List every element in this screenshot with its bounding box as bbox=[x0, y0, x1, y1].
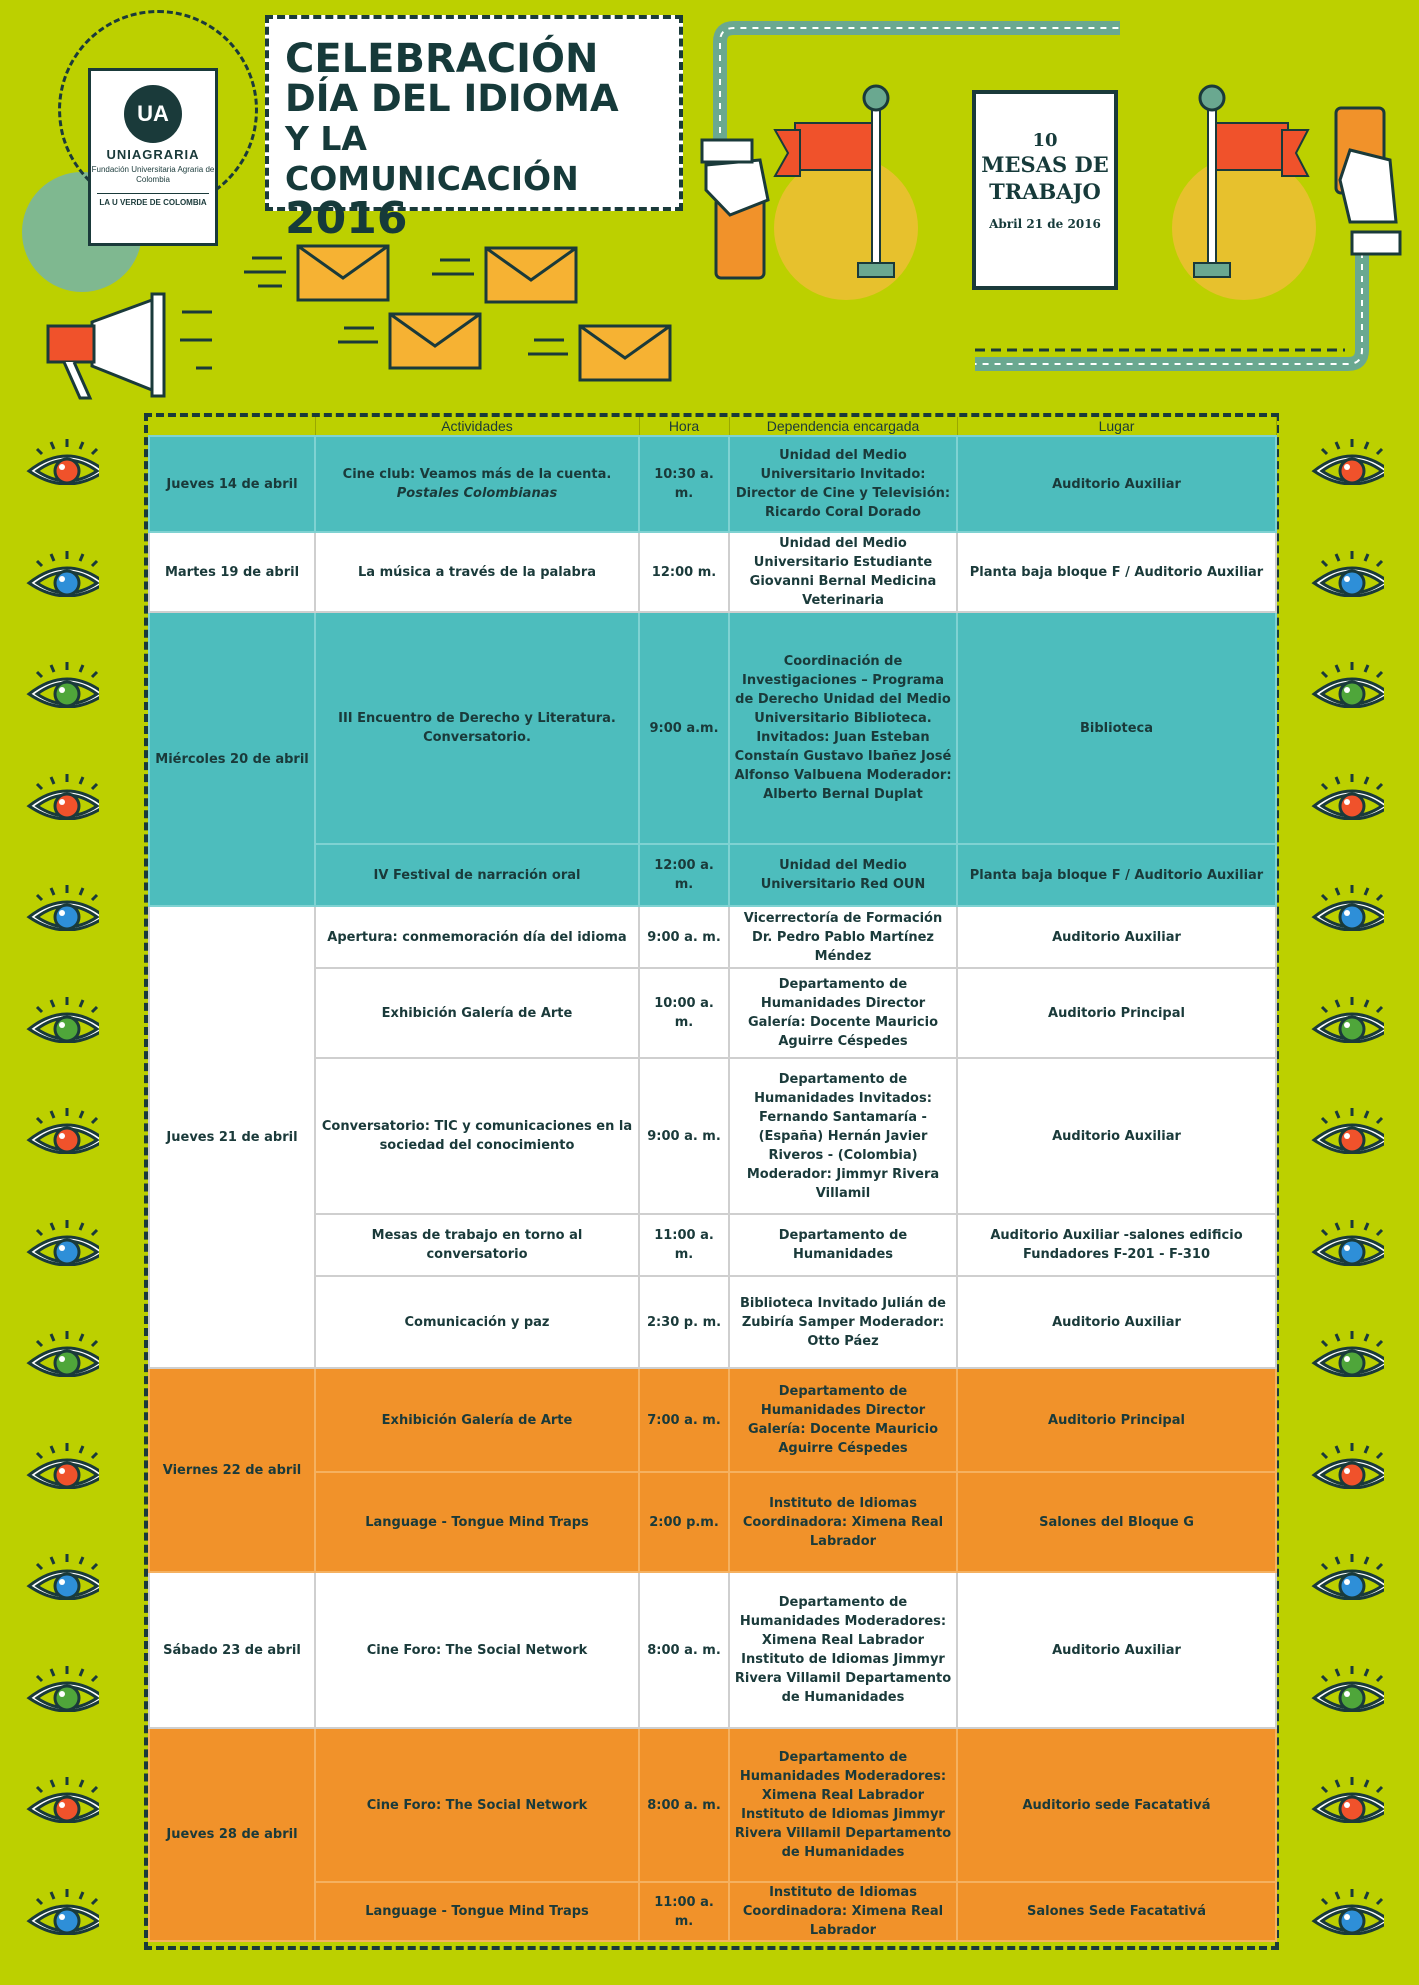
eye-icon bbox=[1310, 1552, 1384, 1600]
row-activity: Language - Tongue Mind Traps bbox=[315, 1882, 639, 1941]
eye-icon bbox=[1310, 549, 1384, 597]
row-activity: Cine Foro: The Social Network bbox=[315, 1572, 639, 1728]
logo-subtitle: Fundación Universitaria Agraria de Colombia bbox=[91, 165, 215, 184]
table-row bbox=[149, 1572, 1276, 1728]
eye-icon bbox=[1310, 1329, 1384, 1377]
row-department: Departamento de Humanidades Moderadores: Ximena Real Labrador Instituto de Idiomas Jimmyr Rivera Villamil Departamento de Humanidades bbox=[729, 1572, 957, 1728]
row-date: Miércoles 20 de abril bbox=[149, 612, 315, 906]
row-time: 12:00 m. bbox=[639, 532, 729, 612]
row-department: Unidad del Medio Universitario Estudiante Giovanni Bernal Medicina Veterinaria bbox=[729, 532, 957, 612]
header-date bbox=[149, 417, 315, 436]
eye-icon bbox=[25, 1106, 99, 1154]
row-place: Auditorio Auxiliar -salones edificio Fundadores F-201 - F-310 bbox=[957, 1214, 1276, 1276]
row-place: Auditorio Principal bbox=[957, 968, 1276, 1058]
eye-icon bbox=[25, 1552, 99, 1600]
table-row bbox=[149, 844, 1276, 906]
row-time: 2:30 p. m. bbox=[639, 1276, 729, 1368]
row-department: Departamento de Humanidades bbox=[729, 1214, 957, 1276]
row-department: Departamento de Humanidades Director Galería: Docente Mauricio Aguirre Céspedes bbox=[729, 968, 957, 1058]
table-row bbox=[149, 968, 1276, 1058]
row-department: Coordinación de Investigaciones – Programa de Derecho Unidad del Medio Universitario Biblioteca. Invitados: Juan Esteban Constaín Gustavo Ibañez José Alfonso Valbuena Moderador: Alberto Bernal Duplat bbox=[729, 612, 957, 844]
table-row bbox=[149, 532, 1276, 612]
table-row bbox=[149, 1472, 1276, 1572]
row-time: 9:00 a. m. bbox=[639, 906, 729, 968]
header-time: Hora bbox=[639, 417, 729, 436]
mesas-date: Abril 21 de 2016 bbox=[989, 217, 1101, 231]
row-place: Auditorio Principal bbox=[957, 1368, 1276, 1472]
row-department: Departamento de Humanidades Moderadores: Ximena Real Labrador Instituto de Idiomas Jimmyr Rivera Villamil Departamento de Humanidades bbox=[729, 1728, 957, 1882]
row-activity: Comunicación y paz bbox=[315, 1276, 639, 1368]
eye-icon bbox=[1310, 883, 1384, 931]
row-place: Planta baja bloque F / Auditorio Auxiliar bbox=[957, 532, 1276, 612]
row-department: Instituto de Idiomas Coordinadora: Ximena Real Labrador bbox=[729, 1882, 957, 1941]
table-row bbox=[149, 1368, 1276, 1472]
row-activity bbox=[315, 436, 639, 532]
row-activity: Conversatorio: TIC y comunicaciones en la sociedad del conocimiento bbox=[315, 1058, 639, 1214]
mesas-de-trabajo-card bbox=[972, 90, 1118, 290]
table-row bbox=[149, 1728, 1276, 1882]
row-activity: La música a través de la palabra bbox=[315, 532, 639, 612]
eye-icon bbox=[1310, 1218, 1384, 1266]
row-date: Martes 19 de abril bbox=[149, 532, 315, 612]
row-department: Unidad del Medio Universitario Red OUN bbox=[729, 844, 957, 906]
row-time: 10:00 a. m. bbox=[639, 968, 729, 1058]
row-time: 10:30 a. m. bbox=[639, 436, 729, 532]
uniagraria-logo bbox=[88, 68, 218, 246]
row-place: Salones del Bloque G bbox=[957, 1472, 1276, 1572]
activity-text: Cine club: Veamos más de la cuenta. bbox=[342, 467, 612, 482]
row-place: Auditorio Auxiliar bbox=[957, 1572, 1276, 1728]
row-date: Jueves 14 de abril bbox=[149, 436, 315, 532]
table-row bbox=[149, 906, 1276, 968]
row-time: 2:00 p.m. bbox=[639, 1472, 729, 1572]
eye-icon bbox=[25, 437, 99, 485]
row-activity: Apertura: conmemoración día del idioma bbox=[315, 906, 639, 968]
header-department: Dependencia encargada bbox=[729, 417, 957, 436]
row-date: Sábado 23 de abril bbox=[149, 1572, 315, 1728]
title-line-3: Y LA COMUNICACIÓN bbox=[285, 119, 579, 198]
eye-icon bbox=[1310, 995, 1384, 1043]
table-row bbox=[149, 436, 1276, 532]
eye-icon bbox=[25, 1664, 99, 1712]
title-line-4: 2016 bbox=[285, 193, 408, 244]
row-department: Biblioteca Invitado Julián de Zubiría Samper Moderador: Otto Páez bbox=[729, 1276, 957, 1368]
table-row bbox=[149, 1882, 1276, 1941]
row-activity: Mesas de trabajo en torno al conversatorio bbox=[315, 1214, 639, 1276]
row-place: Auditorio sede Facatativá bbox=[957, 1728, 1276, 1882]
row-time: 9:00 a. m. bbox=[639, 1058, 729, 1214]
mesas-number: 10 bbox=[1032, 130, 1058, 151]
row-place: Auditorio Auxiliar bbox=[957, 436, 1276, 532]
eye-icon bbox=[1310, 1106, 1384, 1154]
eye-icon bbox=[1310, 1775, 1384, 1823]
row-time: 7:00 a. m. bbox=[639, 1368, 729, 1472]
row-place: Salones Sede Facatativá bbox=[957, 1882, 1276, 1941]
row-activity: Exhibición Galería de Arte bbox=[315, 1368, 639, 1472]
row-place: Planta baja bloque F / Auditorio Auxiliar bbox=[957, 844, 1276, 906]
row-place: Biblioteca bbox=[957, 612, 1276, 844]
title-line-2: DÍA DEL IDIOMA bbox=[285, 77, 619, 120]
schedule-table bbox=[148, 417, 1277, 1942]
row-department: Vicerrectoría de Formación Dr. Pedro Pablo Martínez Méndez bbox=[729, 906, 957, 968]
eye-icon bbox=[1310, 1441, 1384, 1489]
mesas-text: MESAS DE TRABAJO bbox=[981, 152, 1109, 204]
row-activity: Exhibición Galería de Arte bbox=[315, 968, 639, 1058]
eye-icon bbox=[25, 1441, 99, 1489]
activity-italic-text: Postales Colombianas bbox=[396, 486, 558, 501]
row-place: Auditorio Auxiliar bbox=[957, 1276, 1276, 1368]
header-activities: Actividades bbox=[315, 417, 639, 436]
table-header-row bbox=[149, 417, 1276, 436]
logo-slogan: LA U VERDE DE COLOMBIA bbox=[97, 193, 209, 207]
row-activity: Cine Foro: The Social Network bbox=[315, 1728, 639, 1882]
table-row bbox=[149, 1214, 1276, 1276]
eye-icon bbox=[25, 660, 99, 708]
row-time: 11:00 a. m. bbox=[639, 1214, 729, 1276]
row-time: 11:00 a. m. bbox=[639, 1882, 729, 1941]
row-time: 8:00 a. m. bbox=[639, 1728, 729, 1882]
row-activity: III Encuentro de Derecho y Literatura. Conversatorio. bbox=[315, 612, 639, 844]
row-place: Auditorio Auxiliar bbox=[957, 906, 1276, 968]
eye-icon bbox=[25, 772, 99, 820]
row-date: Jueves 28 de abril bbox=[149, 1728, 315, 1941]
eye-icon bbox=[25, 549, 99, 597]
eye-icon bbox=[25, 995, 99, 1043]
row-department: Instituto de Idiomas Coordinadora: Ximena Real Labrador bbox=[729, 1472, 957, 1572]
eye-icon bbox=[25, 1218, 99, 1266]
row-department: Unidad del Medio Universitario Invitado: Director de Cine y Televisión: Ricardo Coral Dorado bbox=[729, 436, 957, 532]
row-department: Departamento de Humanidades Director Galería: Docente Mauricio Aguirre Céspedes bbox=[729, 1368, 957, 1472]
row-time: 8:00 a. m. bbox=[639, 1572, 729, 1728]
row-department: Departamento de Humanidades Invitados: Fernando Santamaría - (España) Hernán Javier Riveros - (Colombia) Moderador: Jimmyr Rivera Villamil bbox=[729, 1058, 957, 1214]
table-row bbox=[149, 1276, 1276, 1368]
eye-icon bbox=[25, 1887, 99, 1935]
eye-icon bbox=[25, 1775, 99, 1823]
row-activity: Language - Tongue Mind Traps bbox=[315, 1472, 639, 1572]
eye-icon bbox=[1310, 1664, 1384, 1712]
eye-icon bbox=[1310, 1887, 1384, 1935]
title-line-1: CELEBRACIÓN bbox=[285, 36, 599, 82]
eye-icon bbox=[25, 883, 99, 931]
eye-icon bbox=[1310, 660, 1384, 708]
logo-initials: UA bbox=[124, 85, 182, 143]
table-row bbox=[149, 1058, 1276, 1214]
row-time: 9:00 a.m. bbox=[639, 612, 729, 844]
event-title bbox=[265, 15, 683, 244]
header-place: Lugar bbox=[957, 417, 1276, 436]
eye-icon bbox=[1310, 772, 1384, 820]
table-row bbox=[149, 612, 1276, 844]
logo-name: UNIAGRARIA bbox=[106, 147, 200, 162]
row-date: Viernes 22 de abril bbox=[149, 1368, 315, 1572]
eye-icon bbox=[25, 1329, 99, 1377]
row-place: Auditorio Auxiliar bbox=[957, 1058, 1276, 1214]
row-activity: IV Festival de narración oral bbox=[315, 844, 639, 906]
row-time: 12:00 a. m. bbox=[639, 844, 729, 906]
row-date: Jueves 21 de abril bbox=[149, 906, 315, 1368]
eye-icon bbox=[1310, 437, 1384, 485]
